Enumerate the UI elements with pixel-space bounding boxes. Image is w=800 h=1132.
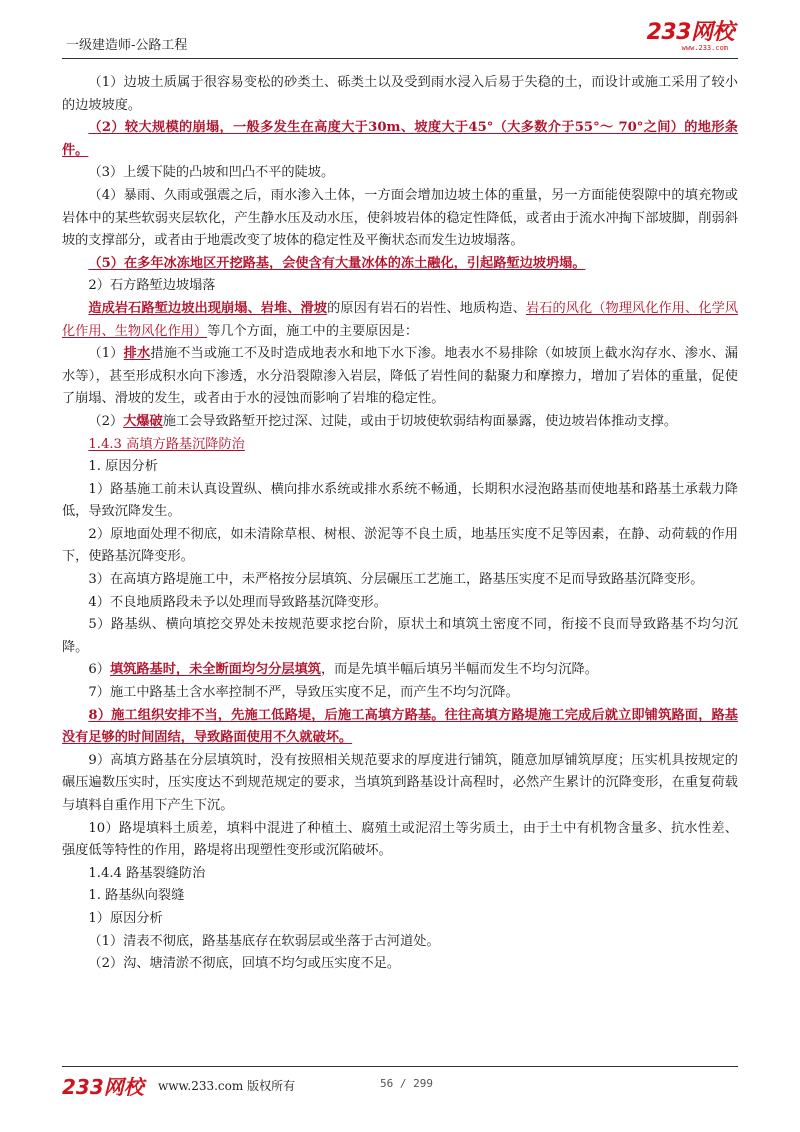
paragraph: 2）原地面处理不彻底，如未清除草根、树根、淤泥等不良土质，地基压实度不足等因素，在静、动荷载的作用下，使路基沉降变形。	[62, 526, 738, 565]
highlighted-text: 岩石的风化（物理风化作用、化学风化作用、生物风化作用）	[62, 300, 739, 339]
sub-heading: 1）原因分析	[88, 910, 163, 926]
paragraph: （1）边坡土质属于很容易变松的砂类土、砾类土以及受到雨水浸入后易于失稳的土，而设计或施工采用了较小的边坡坡度。	[62, 75, 738, 113]
paragraph	[62, 253, 738, 276]
text-span: 6）	[88, 662, 110, 678]
paragraph: （1）清表不彻底，路基基底存在软弱层或坐落于古河道处。	[88, 933, 440, 949]
paragraph	[62, 705, 738, 750]
logo-text: 233网校	[646, 20, 734, 45]
brand-logo	[647, 22, 734, 52]
highlighted-text: 大爆破	[123, 413, 163, 429]
paragraph: （4）暴雨、久雨或强震之后，雨水渗入土体，一方面会增加边坡土体的重量，另一方面能使裂隙中的填充物或岩体中的某些软弱夹层软化，产生静水压及动水压，使斜坡岩体的稳定性降低，或者由于流水冲掏下部坡脚，削弱斜坡的支撑部分，或者由于地震改变了坡体的稳定性及平衡状态而发生边坡塌落。	[62, 187, 738, 249]
paragraph: 4）不良地质路段未予以处理而导致路基沉降变形。	[88, 594, 387, 610]
highlighted-text: （2）较大规模的崩塌，一般多发生在高度大于30m、坡度大于45°（大多数介于55°～ 70°之间）的地形条件。	[62, 120, 738, 158]
sub-heading: 1. 路基纵向裂缝	[88, 888, 185, 904]
text-span: （1）	[88, 346, 124, 362]
section-heading: 1.4.4 路基裂缝防治	[88, 865, 206, 881]
page-header	[62, 22, 738, 59]
paragraph: 10）路堤填料土质差，填料中混进了种植土、腐殖土或泥沼土等劣质土，由于土中有机物含量多、抗水性差、强度低等特性的作用，路堤将出现塑性变形或沉陷破坏。	[62, 820, 738, 859]
paragraph	[62, 659, 738, 682]
section-heading	[62, 434, 738, 457]
footer-logo: 233网校	[62, 1075, 144, 1099]
text-span: （2）	[88, 413, 124, 429]
paragraph: 7）施工中路基土含水率控制不严，导致压实度不足，而产生不均匀沉降。	[88, 685, 519, 701]
text-span: 等几个方面，施工中的主要原因是：	[207, 323, 419, 339]
paragraph	[62, 343, 738, 411]
logo-url: www.233.com	[681, 44, 728, 52]
paragraph: 5）路基纵、横向填挖交界处未按规范要求挖台阶，原状土和填筑土密度不同，衔接不良而导致路基不均匀沉降。	[62, 617, 738, 655]
paragraph: 1）路基施工前未认真设置纵、横向排水系统或排水系统不畅通，长期积水浸泡路基而使地基和路基土承载力降低，导致沉降发生。	[62, 481, 738, 520]
text-span: ，而是先填半幅后填另半幅而发生不均匀沉降。	[320, 662, 598, 678]
paragraph: （2）沟、塘清淤不彻底，回填不均匀或压实度不足。	[88, 956, 401, 972]
header-title: 一级建造师-公路工程	[66, 38, 188, 53]
highlighted-text: 填筑路基时，未全断面均匀分层填筑	[109, 662, 321, 678]
text-span: 措施不当或施工不及时造成地表水和地下水下渗。地表水不易排除（如坡顶上截水沟存水、渗水、漏水等），甚至形成积水向下渗透，水分沿裂隙渗入岩层，降低了岩性间的黏聚力和摩擦力，增加了岩体的重量，促使了崩塌、滑坡的发生，或者由于水的浸蚀而影响了岩堆的稳定性。	[62, 346, 738, 407]
page-number: 56 / 299	[380, 1077, 433, 1090]
page-content	[62, 72, 738, 976]
paragraph	[62, 411, 738, 434]
highlighted-text: 排水	[123, 346, 151, 362]
text-span: 的原因有岩石的岩性、地质构造、	[327, 300, 526, 316]
paragraph: （3）上缓下陡的凸坡和凹凸不平的陡坡。	[88, 165, 335, 181]
page-footer	[62, 1066, 738, 1097]
highlighted-text: 8）施工组织安排不当，先施工低路堤，后施工高填方路基。往往高填方路堤施工完成后就立即铺筑路面，路基没有足够的时间固结，导致路面使用不久就破坏。	[62, 707, 738, 746]
paragraph	[62, 298, 738, 343]
paragraph	[62, 117, 738, 162]
text-span: 施工会导致路堑开挖过深、过陡，或由于切坡使软弱结构面暴露，使边坡岩体推动支撑。	[162, 413, 678, 429]
highlighted-text: （5）在多年冰冻地区开挖路基，会使含有大量冰体的冻土融化，引起路堑边坡坍塌。	[88, 255, 586, 271]
paragraph: 9）高填方路基在分层填筑时，没有按照相关规范要求的厚度进行铺筑，随意加厚铺筑厚度；压实机具按规定的碾压遍数压实时，压实度达不到规范规定的要求，当填筑到路基设计高程时，必然产生累计的沉降变形，在重复荷载与填料自重作用下产生下沉。	[62, 752, 738, 813]
heading-text: 1.4.3 高填方路基沉降防治	[88, 436, 245, 452]
copyright-text: www.233.com 版权所有	[158, 1079, 296, 1093]
sub-heading: 2）石方路堑边坡塌落	[88, 278, 216, 294]
paragraph: 3）在高填方路堤施工中，未严格按分层填筑、分层碾压工艺施工，路基压实度不足而导致路基沉降变形。	[88, 572, 704, 588]
sub-heading: 1. 原因分析	[88, 459, 158, 475]
highlighted-text: 造成岩石路堑边坡出现崩塌、岩堆、滑坡	[88, 300, 328, 316]
